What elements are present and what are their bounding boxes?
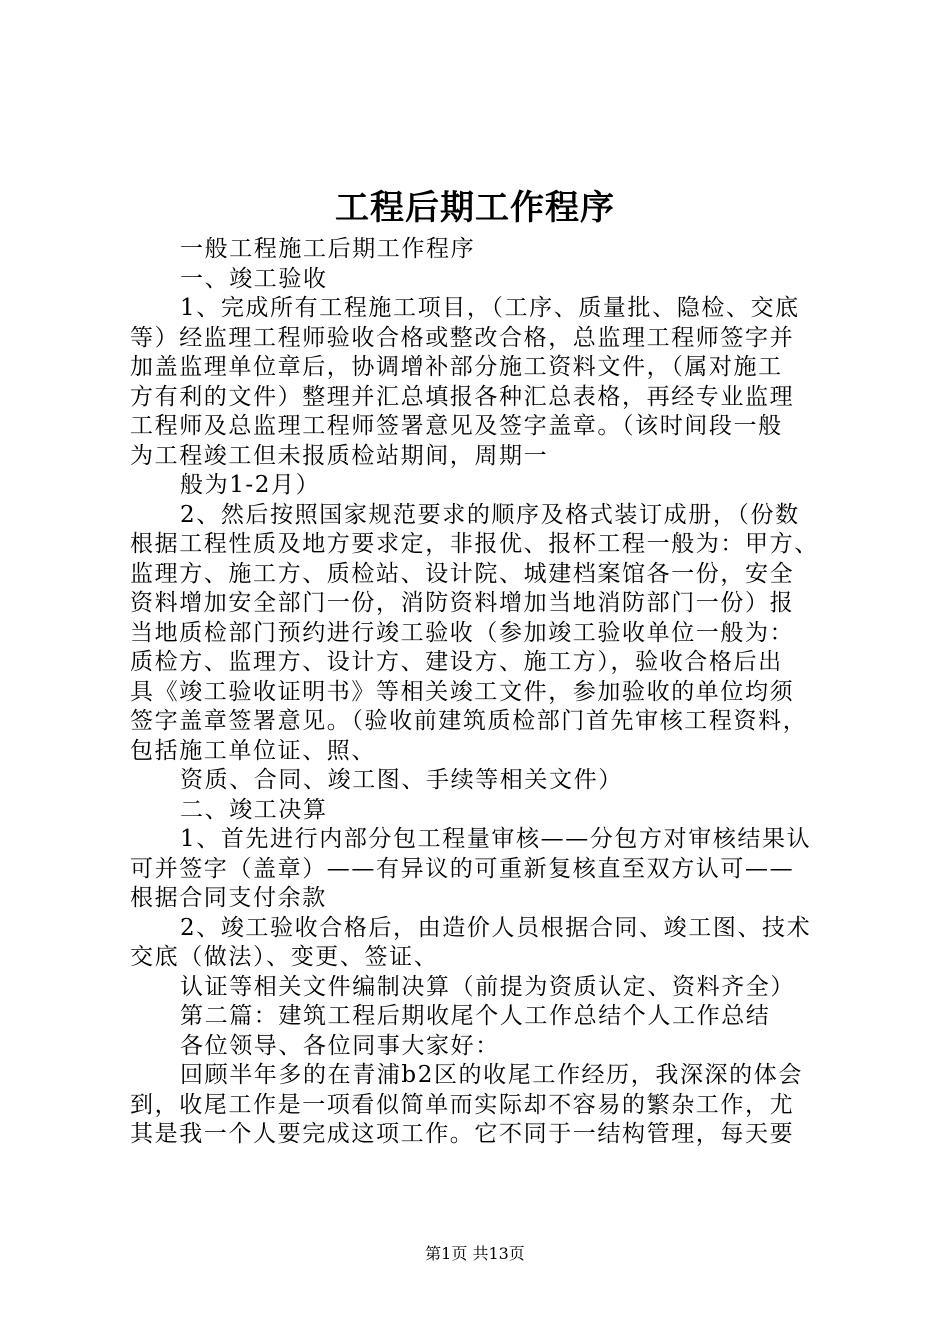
text-line: 各位领导、各位同事大家好： bbox=[180, 1032, 500, 1059]
text-line: 质检方、监理方、设计方、建设方、施工方），验收合格后出 bbox=[130, 649, 783, 675]
document-body bbox=[130, 235, 835, 1150]
text-line: 当地质检部门预约进行竣工验收（参加竣工验收单位一般为： bbox=[130, 619, 795, 646]
text-line: 1、完成所有工程施工项目，（工序、质量批、隐检、交底 bbox=[180, 295, 800, 321]
text-line: 回顾半年多的在青浦b2区的收尾工作经历，我深深的体会 bbox=[180, 1062, 803, 1088]
text-line: 2、竣工验收合格后，由造价人员根据合同、竣工图、技术 bbox=[180, 914, 812, 941]
text-line: 工程师及总监理工程师签署意见及签字盖章。（该时间段一般 bbox=[130, 413, 783, 439]
text-line: 签字盖章签署意见。（验收前建筑质检部门首先审核工程资料， bbox=[130, 708, 808, 734]
text-line: 1、首先进行内部分包工程量审核——分包方对审核结果认 bbox=[180, 826, 812, 852]
text-line: 等）经监理工程师验收合格或整改合格，总监理工程师签字并 bbox=[130, 324, 795, 351]
text-line: 2、然后按照国家规范要求的顺序及格式装订成册，（份数 bbox=[180, 501, 800, 528]
text-line: 一般工程施工后期工作程序 bbox=[180, 236, 476, 262]
text-line: 方有利的文件）整理并汇总填报各种汇总表格，再经专业监理 bbox=[130, 383, 795, 410]
text-line: 第二篇：建筑工程后期收尾个人工作总结个人工作总结 bbox=[180, 1003, 771, 1029]
text-line: 加盖监理单位章后，协调增补部分施工资料文件，（属对施工 bbox=[130, 354, 783, 380]
text-line: 到，收尾工作是一项看似简单而实际却不容易的繁杂工作，尤 bbox=[130, 1091, 795, 1118]
text-line: 根据合同支付余款 bbox=[130, 885, 327, 911]
text-line: 资料增加安全部门一份，消防资料增加当地消防部门一份）报 bbox=[130, 590, 795, 616]
document-title: 工程后期工作程序 bbox=[335, 188, 615, 228]
text-line: 一、竣工验收 bbox=[180, 265, 328, 292]
page-footer: 第1页 共13页 bbox=[425, 1244, 525, 1263]
text-line: 认证等相关文件编制决算（前提为资质认定、资料齐全） bbox=[180, 973, 795, 1000]
text-line: 可并签字（盖章）——有异议的可重新复核直至双方认可—— bbox=[130, 855, 795, 882]
text-line: 资质、合同、竣工图、手续等相关文件） bbox=[180, 767, 623, 793]
text-line: 包括施工单位证、照、 bbox=[130, 737, 376, 764]
text-line: 监理方、施工方、质检站、设计院、城建档案馆各一份，安全 bbox=[130, 560, 795, 587]
text-line: 为工程竣工但未报质检站期间，周期一 bbox=[130, 442, 549, 469]
text-line: 其是我一个人要完成这项工作。它不同于一结构管理，每天要 bbox=[130, 1121, 795, 1147]
text-line: 根据工程性质及地方要求定，非报优、报杯工程一般为：甲方、 bbox=[130, 531, 819, 557]
text-line: 交底（做法）、变更、签证、 bbox=[130, 944, 439, 970]
text-line: 二、竣工决算 bbox=[180, 796, 328, 823]
text-line: 具《竣工验收证明书》等相关竣工文件，参加验收的单位均须 bbox=[130, 678, 795, 705]
text-line: 般为1-2月） bbox=[180, 472, 321, 498]
